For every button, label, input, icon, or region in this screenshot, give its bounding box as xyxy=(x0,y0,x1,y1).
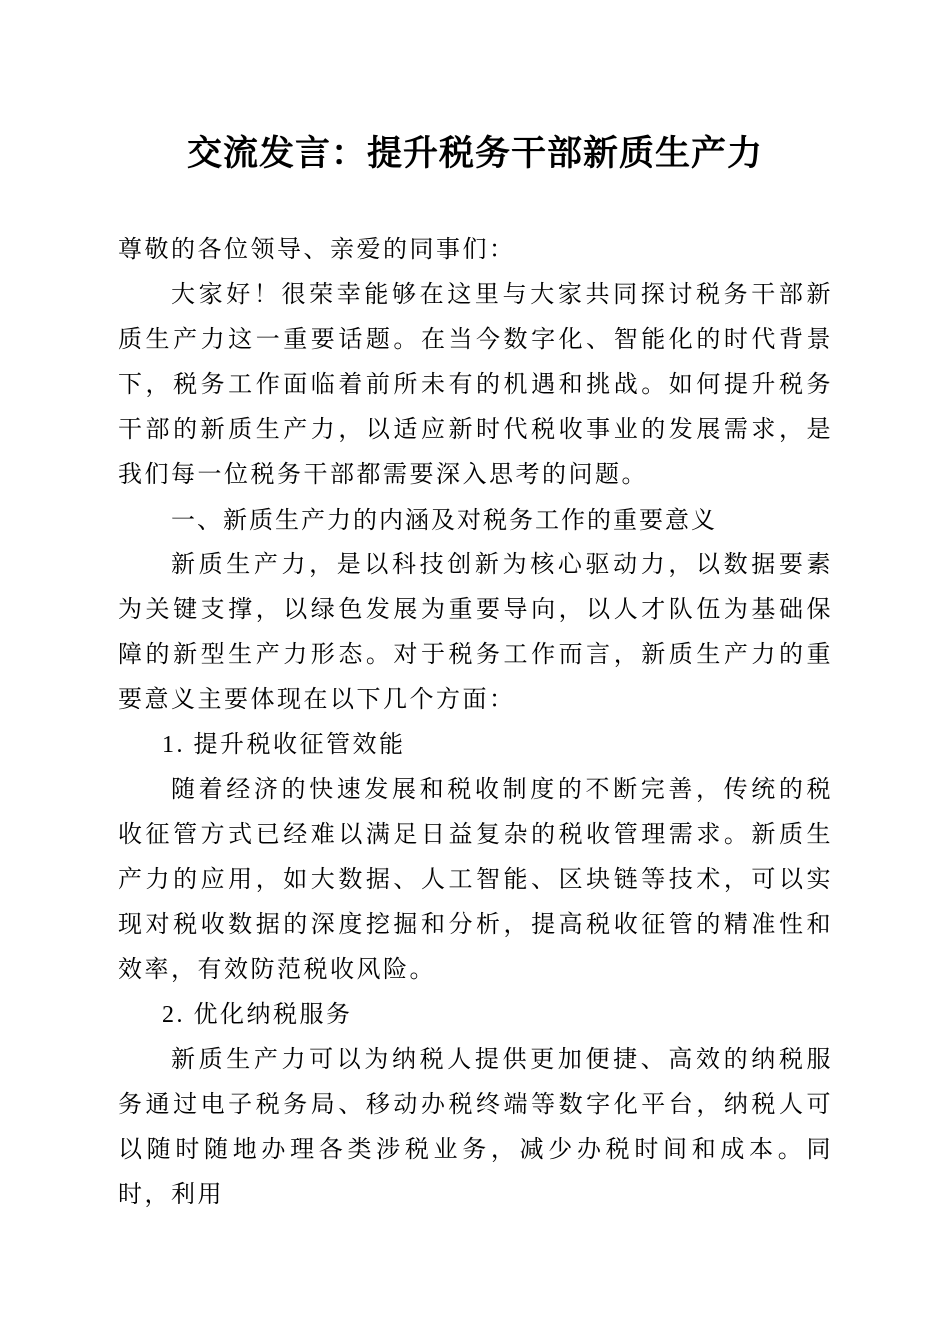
paragraph-point-2: 新质生产力可以为纳税人提供更加便捷、高效的纳税服务通过电子税务局、移动办税终端等数字化平台，纳税人可以随时随地办理各类涉税业务，减少办税时间和成本。同时，利用 xyxy=(118,1047,833,1208)
numbered-subheading-2: 2. 优化纳税服务 xyxy=(162,1002,353,1028)
paragraph-section-overview: 新质生产力，是以科技创新为核心驱动力，以数据要素为关键支撑，以绿色发展为重要导向，以人才队伍为基础保障的新型生产力形态。对于税务工作而言，新质生产力的重要意义主要体现在以下几个方面： xyxy=(118,552,833,713)
document-body xyxy=(118,228,833,1218)
paragraph-intro: 大家好！很荣幸能够在这里与大家共同探讨税务干部新质生产力这一重要话题。在当今数字化、智能化的时代背景下，税务工作面临着前所未有的机遇和挑战。如何提升税务干部的新质生产力，以适应新时代税收事业的发展需求，是我们每一位税务干部都需要深入思考的问题。 xyxy=(118,282,833,488)
paragraph-point-1: 随着经济的快速发展和税收制度的不断完善，传统的税收征管方式已经难以满足日益复杂的税收管理需求。新质生产力的应用，如大数据、人工智能、区块链等技术，可以实现对税收数据的深度挖掘和分析，提高税收征管的精准性和效率，有效防范税收风险。 xyxy=(118,777,833,983)
document-title: 交流发言：提升税务干部新质生产力 xyxy=(186,134,763,173)
section-heading-one: 一、新质生产力的内涵及对税务工作的重要意义 xyxy=(171,507,717,534)
salutation-line: 尊敬的各位领导、亲爱的同事们： xyxy=(118,237,516,263)
numbered-subheading-1: 1. 提升税收征管效能 xyxy=(162,732,406,758)
